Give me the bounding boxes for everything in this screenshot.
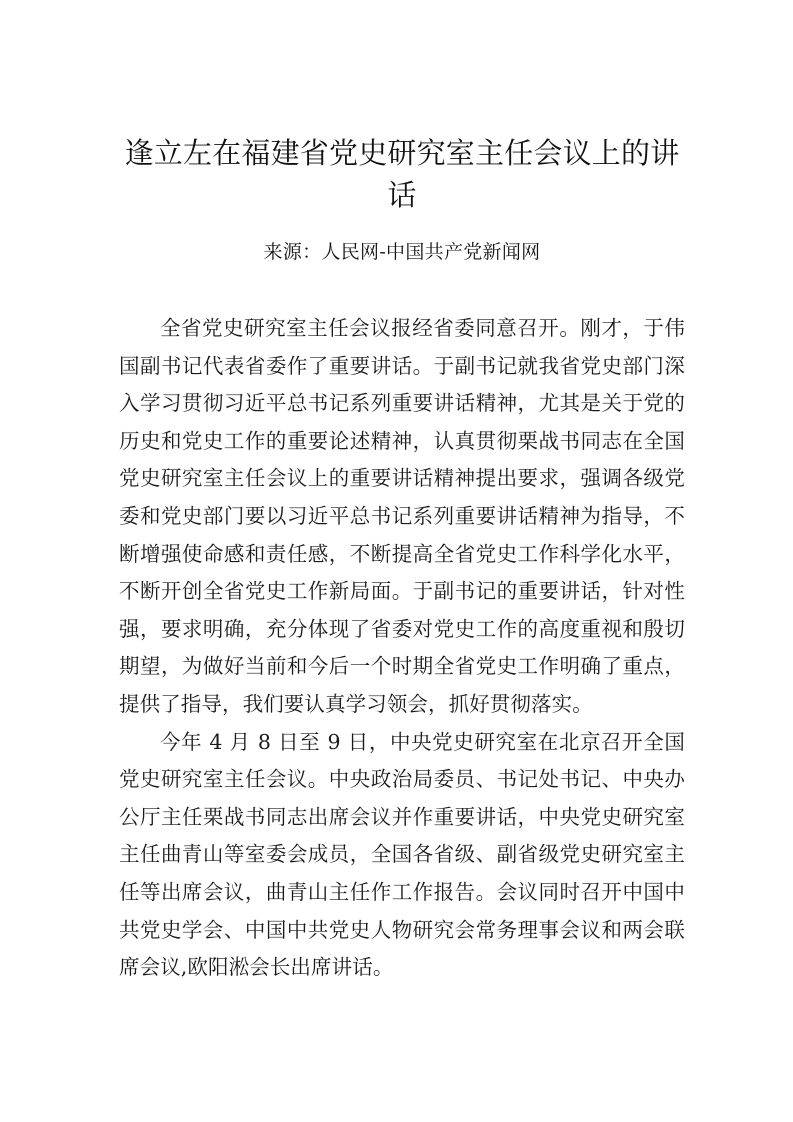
paragraph: 全省党史研究室主任会议报经省委同意召开。刚才，于伟国副书记代表省委作了重要讲话。于副书记就我省党史部门深入学习贯彻习近平总书记系列重要讲话精神，尤其是关于党的历史和党史工作的重要论述精神，认真贯彻栗战书同志在全国党史研究室主任会议上的重要讲话精神提出要求，强调各级党委和党史部门要以习近平总书记系列重要讲话精神为指导，不断增强使命感和责任感，不断提高全省党史工作科学化水平，不断开创全省党史工作新局面。于副书记的重要讲话，针对性强，要求明确，充分体现了省委对党史工作的高度重视和殷切期望，为做好当前和今后一个时期全省党史工作明确了重点，提供了指导，我们要认真学习领会，抓好贯彻落实。 [119, 316, 685, 716]
document-body [119, 310, 685, 987]
page-title: 逢立左在福建省党史研究室主任会议上的讲话 [124, 136, 680, 212]
document-source: 来源：人民网-中国共产党新闻网 [263, 241, 541, 263]
document-content [119, 132, 685, 987]
paragraph: 今年 4 月 8 日至 9 日，中央党史研究室在北京召开全国党史研究室主任会议。中央政治局委员、书记处书记、中央办公厅主任栗战书同志出席会议并作重要讲话，中央党史研究室主任曲青山等室委会成员，全国各省级、副省级党史研究室主任等出席会议，曲青山主任作工作报告。会议同时召开中国中共党史学会、中国中共党史人物研究会常务理事会议和两会联席会议,欧阳淞会长出席讲话。 [119, 729, 685, 980]
